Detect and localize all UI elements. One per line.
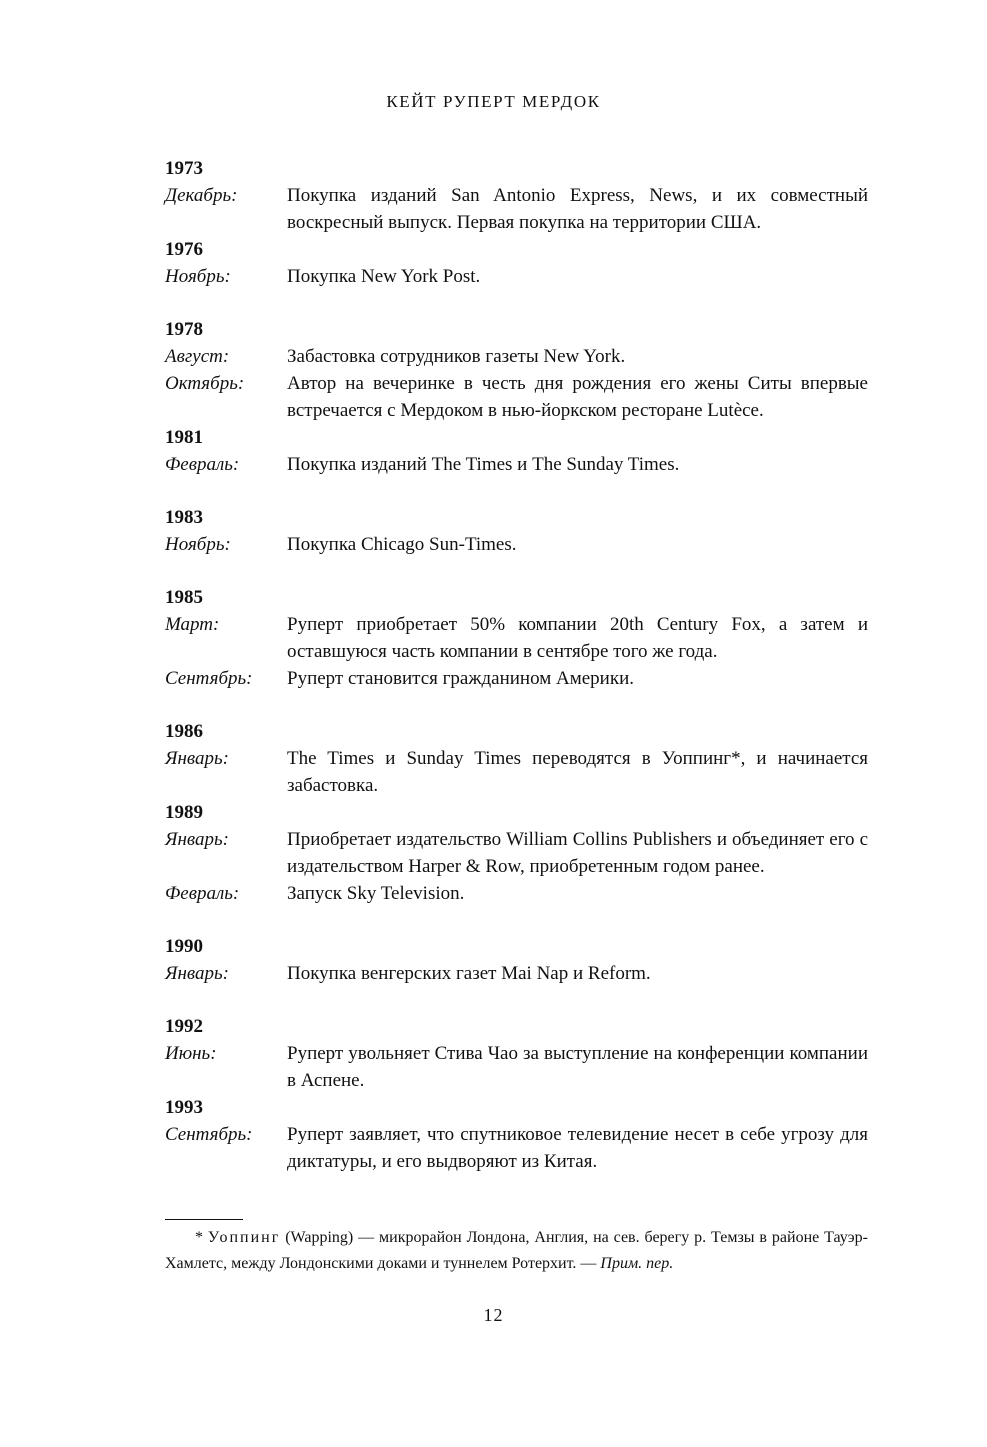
month-label: Август:	[165, 346, 230, 367]
year-block-1981	[165, 424, 868, 478]
entry-text: Запуск Sky Television.	[287, 883, 465, 904]
year-block-1990	[165, 933, 868, 987]
year-heading: 1985	[165, 587, 203, 608]
timeline-entry	[165, 826, 868, 880]
entry-text: Покупка New York Post.	[287, 266, 481, 287]
month-label: Январь:	[165, 963, 230, 984]
year-heading: 1978	[165, 319, 203, 340]
year-heading: 1993	[165, 1097, 203, 1118]
entry-text: Руперт заявляет, что спутниковое телевидение несет в себе угрозу для диктатуры, и его выдворяют из Китая.	[287, 1124, 868, 1172]
timeline-entry	[165, 263, 868, 290]
timeline-entry	[165, 1121, 868, 1175]
entry-text: Руперт становится гражданином Америки.	[287, 668, 635, 689]
year-block-1973	[165, 155, 868, 236]
year-block-1989	[165, 799, 868, 907]
year-block-1992	[165, 1013, 868, 1094]
entry-text: Руперт приобретает 50% компании 20th Century Fox, а затем и оставшуюся часть компании в сентябре того же года.	[287, 614, 868, 662]
timeline-entry	[165, 451, 868, 478]
year-block-1985	[165, 584, 868, 692]
timeline-entry	[165, 182, 868, 236]
month-label: Январь:	[165, 748, 230, 769]
month-label: Ноябрь:	[165, 266, 231, 287]
footnote-term: Уоппинг	[207, 1229, 281, 1246]
year-heading: 1992	[165, 1016, 203, 1037]
entry-text: Покупка венгерских газет Mai Nap и Reform.	[287, 963, 651, 984]
year-heading: 1990	[165, 936, 203, 957]
footnote-divider	[165, 1219, 243, 1220]
year-block-1976	[165, 236, 868, 290]
entry-text: The Times и Sunday Times переводятся в Уоппинг*, и начинается забастовка.	[287, 748, 868, 796]
running-header: КЕЙТ РУПЕРТ МЕРДОК	[386, 92, 601, 111]
month-label: Июнь:	[165, 1043, 217, 1064]
timeline-entry	[165, 343, 868, 370]
year-heading: 1989	[165, 802, 203, 823]
month-label: Март:	[165, 614, 220, 635]
entry-text: Покупка Chicago Sun-Times.	[287, 534, 517, 555]
entry-text: Забастовка сотрудников газеты New York.	[287, 346, 626, 367]
entry-text: Автор на вечеринке в честь дня рождения его жены Ситы впервые встречается с Мердоком в нью-йоркском ресторане Lutèce.	[287, 373, 868, 421]
year-heading: 1981	[165, 427, 203, 448]
timeline-entry	[165, 370, 868, 424]
page-number: 12	[483, 1305, 504, 1325]
year-heading: 1983	[165, 507, 203, 528]
timeline-entry	[165, 1040, 868, 1094]
footnote-text: (Wapping) — микрорайон Лондона, Англия, на сев. берегу р. Темзы в районе Тауэр-Хамлетс, между Лондонскими доками и туннелем Ротерхит. —	[165, 1229, 869, 1272]
timeline-entry	[165, 531, 868, 558]
entry-text: Покупка изданий The Times и The Sunday Times.	[287, 454, 680, 475]
year-block-1983	[165, 504, 868, 558]
timeline-entry	[165, 880, 868, 907]
year-block-1993	[165, 1094, 868, 1175]
footnote-marker: *	[195, 1229, 203, 1246]
month-label: Январь:	[165, 829, 230, 850]
year-block-1978	[165, 316, 868, 424]
entry-text: Покупка изданий San Antonio Express, News, и их совместный воскресный выпуск. Первая покупка на территории США.	[287, 185, 868, 233]
month-label: Ноябрь:	[165, 534, 231, 555]
timeline	[165, 155, 868, 1175]
footnote	[165, 1225, 868, 1277]
footnote-note: Прим. пер.	[600, 1255, 674, 1272]
timeline-entry	[165, 665, 868, 692]
month-label: Февраль:	[165, 454, 240, 475]
year-block-1986	[165, 718, 868, 799]
year-heading: 1973	[165, 158, 203, 179]
year-heading: 1976	[165, 239, 203, 260]
month-label: Февраль:	[165, 883, 240, 904]
timeline-entry	[165, 960, 868, 987]
year-heading: 1986	[165, 721, 203, 742]
timeline-entry	[165, 611, 868, 665]
timeline-entry	[165, 745, 868, 799]
entry-text: Руперт увольняет Стива Чао за выступление на конференции компании в Аспене.	[287, 1043, 868, 1091]
month-label: Сентябрь:	[165, 668, 253, 689]
month-label: Сентябрь:	[165, 1124, 253, 1145]
month-label: Октябрь:	[165, 373, 245, 394]
month-label: Декабрь:	[165, 185, 238, 206]
entry-text: Приобретает издательство William Collins Publishers и объединяет его с издательством Harper & Row, приобретенным годом ранее.	[287, 829, 868, 877]
